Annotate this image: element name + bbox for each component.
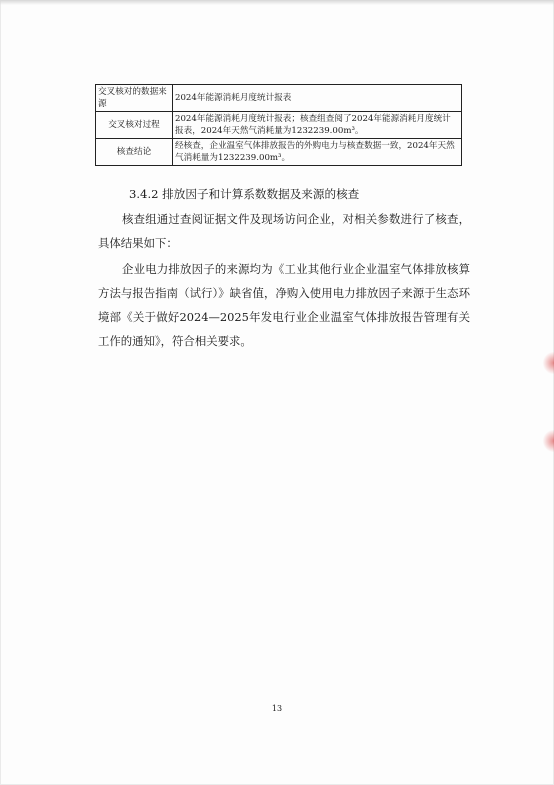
page-number: 13 xyxy=(271,704,283,713)
table-row xyxy=(96,112,462,139)
scan-edge-shadow xyxy=(0,0,554,5)
table-row xyxy=(96,139,462,166)
table-row-label: 核查结论 xyxy=(96,139,173,166)
table-row-label: 交叉核对的数据来源 xyxy=(96,85,173,112)
body-paragraph: 核查组通过查阅证据文件及现场访问企业，对相关参数进行了核查，具体结果如下： xyxy=(98,212,470,250)
section-heading: 3.4.2 排放因子和计算系数数据及来源的核查 xyxy=(129,187,360,201)
table-row-value: 经核查，企业温室气体排放报告的外购电力与核查数据一致，2024年天然气消耗量为1232239.00m³。 xyxy=(173,139,462,166)
table-row-value: 2024年能源消耗月度统计报表 xyxy=(173,85,462,112)
body-paragraph: 企业电力排放因子的来源均为《工业其他行业企业温室气体排放核算方法与报告指南（试行）》缺省值，净购入使用电力排放因子来源于生态环境部《关于做好2024—2025年发电行业企业温室气体排放报告管理有关工作的通知》，符合相关要求。 xyxy=(98,262,470,348)
seal-fragment xyxy=(542,352,554,374)
table-row-value: 2024年能源消耗月度统计报表；核查组查阅了2024年能源消耗月度统计报表，2024年天然气消耗量为1232239.00m³。 xyxy=(173,112,462,139)
table-row xyxy=(96,85,462,112)
table-row-label: 交叉核对过程 xyxy=(96,112,173,139)
seal-fragment xyxy=(542,430,554,452)
cross-check-table xyxy=(95,84,462,166)
